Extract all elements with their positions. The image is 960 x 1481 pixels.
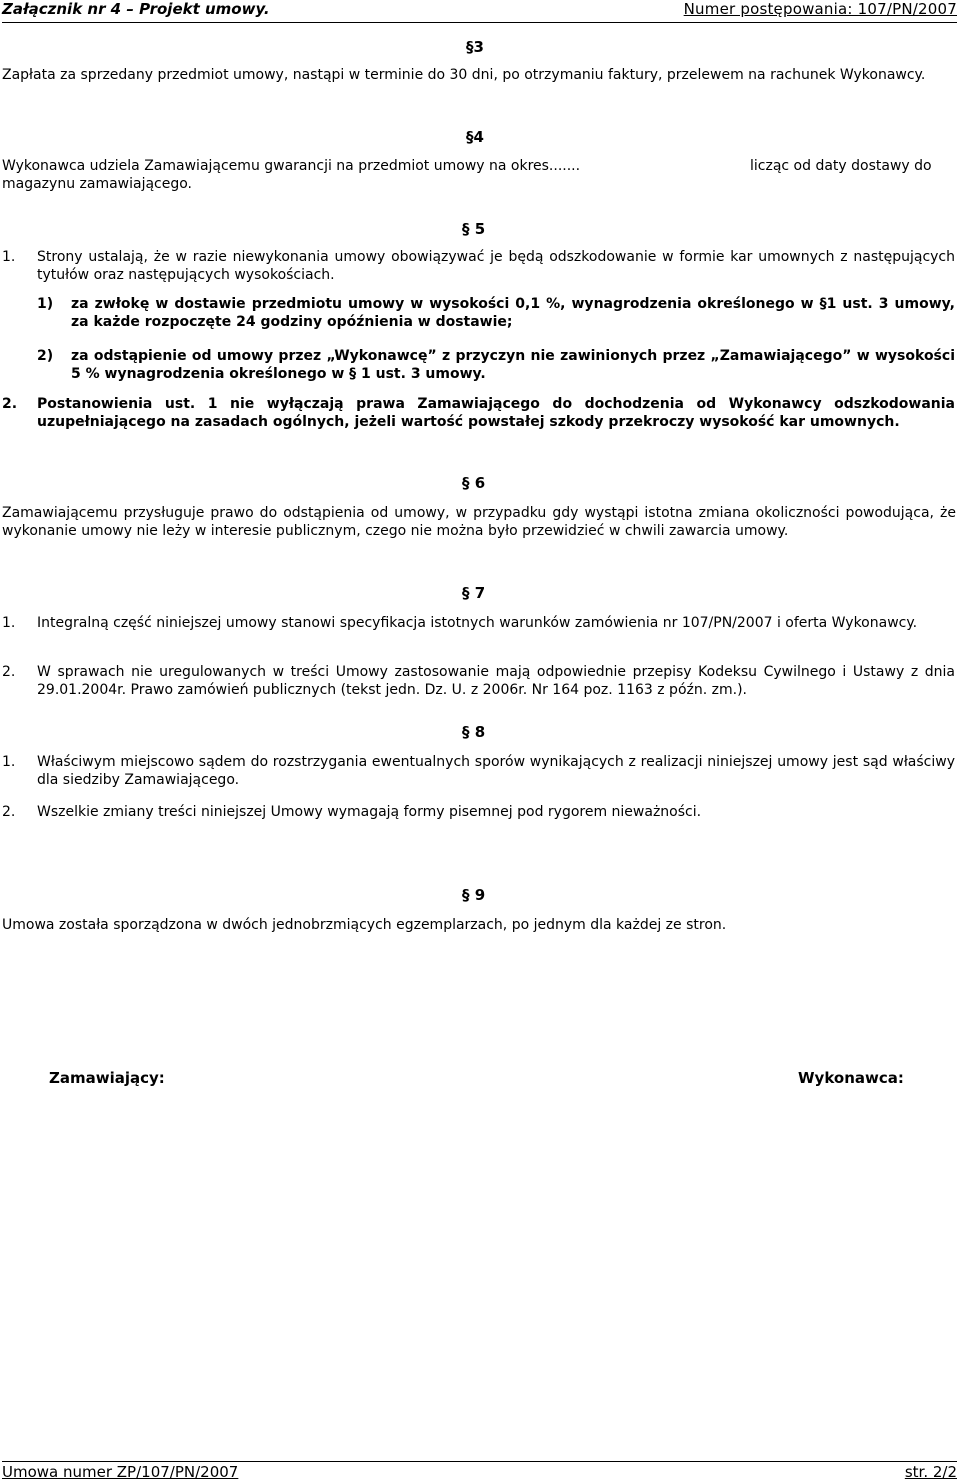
section-5-item2-number: 2) [37,348,54,364]
section-4-line1-right: licząc od daty dostawy do [750,158,932,174]
footer-page-number: str. 2/2 [904,1463,957,1481]
section-7-p1-number: 1. [2,615,16,631]
section-4-line1: Wykonawca udziela Zamawiającemu gwarancji na przedmiot umowy na okres....... [2,158,581,174]
section-9-heading: § 9 [462,886,486,904]
section-8-p2-text: Wszelkie zmiany treści niniejszej Umowy wymagają formy pisemnej pod rygorem nieważności. [37,804,702,820]
section-5-heading: § 5 [462,220,486,238]
footer-contract-number: Umowa numer ZP/107/PN/2007 [2,1463,239,1481]
section-5-item1-text: za zwłokę w dostawie przedmiotu umowy w wysokości 0,1 %, wynagrodzenia określonego w §1 ust. 3 umowy, za każde rozpoczęte 24 godziny opóźnienia w dostawie; [71,296,955,330]
header-case-number: Numer postępowania: 107/PN/2007 [683,0,957,18]
section-4-heading: §4 [466,128,484,146]
section-6-text: Zamawiającemu przysługuje prawo do odstąpienia od umowy, w przypadku gdy wystąpi istotna zmiana okoliczności powodująca, że wykonanie umowy nie leży w interesie publicznym, czego nie można było przewidzieć w chwili zawarcia umowy. [2,505,956,539]
page-footer [2,1461,957,1480]
section-8-p1-number: 1. [2,754,16,770]
section-4-line2: magazynu zamawiającego. [2,176,193,192]
section-6-heading: § 6 [462,474,486,492]
section-7-p2-text: W sprawach nie uregulowanych w treści Umowy zastosowanie mają odpowiednie przepisy Kodeksu Cywilnego i Ustawy z dnia 29.01.2004r. Prawo zamówień publicznych (tekst jedn. Dz. U. z 2006r. Nr 164 poz. 1163 z późn. zm.). [37,664,955,698]
section-3-text: Zapłata za sprzedany przedmiot umowy, nastąpi w terminie do 30 dni, po otrzymaniu faktury, przelewem na rachunek Wykonawcy. [2,67,926,83]
signature-contractor: Wykonawca: [798,1069,904,1087]
section-7-p1-text: Integralną część niniejszej umowy stanowi specyfikacja istotnych warunków zamówienia nr 107/PN/2007 i oferta Wykonawcy. [37,615,918,631]
section-5-p2-text: Postanowienia ust. 1 nie wyłączają prawa Zamawiającego do dochodzenia od Wykonawcy odszkodowania uzupełniającego na zasadach ogólnych, jeżeli wartość powstałej szkody przekroczy wysokość kar umownych. [37,396,955,430]
header-title: Załącznik nr 4 – Projekt umowy. [2,0,270,18]
section-5-p1-text: Strony ustalają, że w razie niewykonania umowy obowiązywać je będą odszkodowanie w formie kar umownych z następujących tytułów oraz następujących wysokościach. [37,249,955,283]
section-8-p1-text: Właściwym miejscowo sądem do rozstrzygania ewentualnych sporów wynikających z realizacji niniejszej umowy jest sąd właściwy dla siedziby Zamawiającego. [37,754,955,788]
section-7-heading: § 7 [462,584,486,602]
section-7-p2-number: 2. [2,664,16,680]
section-5-item2-text: za odstąpienie od umowy przez „Wykonawcę” z przyczyn nie zawinionych przez „Zamawiającego” w wysokości 5 % wynagrodzenia określonego w § 1 ust. 3 umowy. [71,348,955,382]
section-9-text: Umowa została sporządzona w dwóch jednobrzmiących egzemplarzach, po jednym dla każdej ze stron. [2,917,727,933]
section-5-item1-number: 1) [37,296,54,312]
section-8-p2-number: 2. [2,804,16,820]
page-header [2,0,957,23]
signature-ordering-party: Zamawiający: [49,1069,165,1087]
section-3-heading: §3 [466,38,484,56]
section-5-p1-number: 1. [2,249,16,265]
section-8-heading: § 8 [462,723,486,741]
section-5-p2-number: 2. [2,396,18,412]
